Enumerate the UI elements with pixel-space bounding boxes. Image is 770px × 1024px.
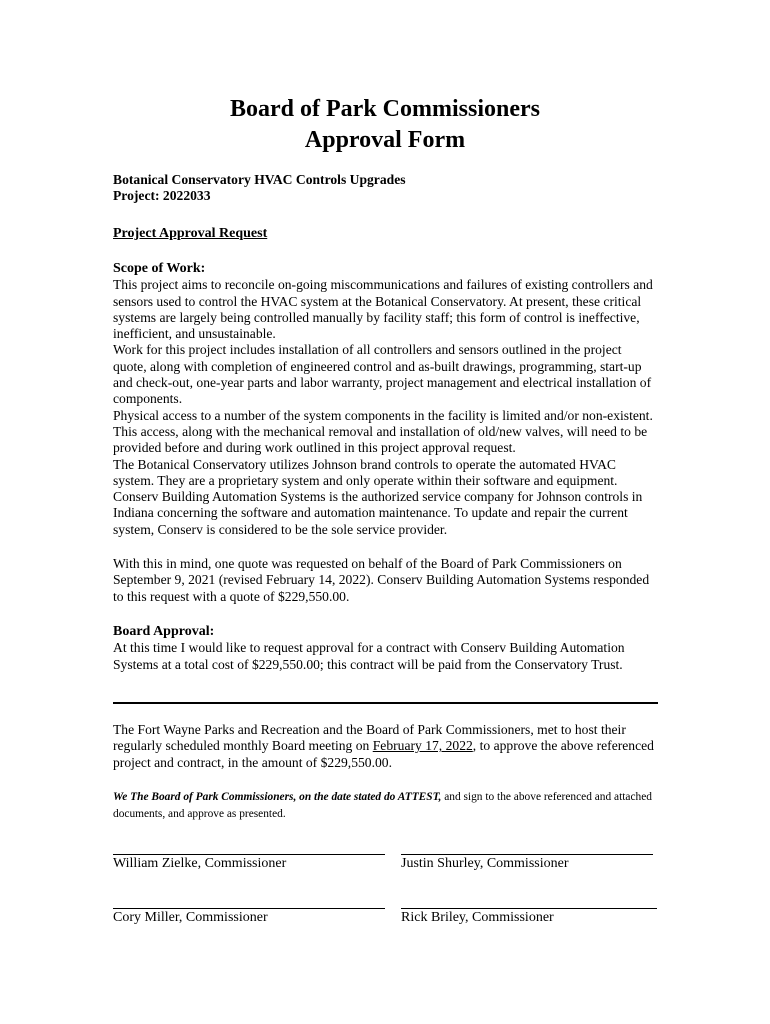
scope-paragraph-3: Physical access to a number of the system components in the facility is limited and/or non-existent. This access, along with the mechanical removal and installation of old/new valves, will need to be provided before and during work outlined in this project approval request. [113, 407, 653, 456]
attest-emphasis: We The Board of Park Commissioners, on the date stated do ATTEST, [113, 791, 442, 803]
board-approval-section [113, 624, 658, 673]
quote-paragraph: With this in mind, one quote was requested on behalf of the Board of Park Commissioners on September 9, 2021 (revised February 14, 2022). Conserv Building Automation Systems responded to this request with a quote of $229,550.00. [113, 556, 650, 604]
meeting-text-before: The Fort Wayne Parks and Recreation and the Board of Park Commissioners, met to host their regularly scheduled monthly Board meeting on [113, 722, 626, 754]
document-title-line1: Board of Park Commissioners [230, 96, 540, 122]
signature-name-1: William Zielke, Commissioner [113, 856, 287, 871]
meeting-paragraph [113, 722, 658, 771]
section-heading-project-approval-request: Project Approval Request [113, 226, 268, 241]
board-approval-heading: Board Approval: [113, 624, 215, 639]
project-name: Botanical Conservatory HVAC Controls Upgrades [113, 172, 406, 187]
scope-paragraph-4: The Botanical Conservatory utilizes Johnson brand controls to operate the automated HVAC system. They are a proprietary system and only operate within their software and equipment. Conserv Building Automation Systems is the authorized service company for Johnson controls in Indiana concerning the software and automation maintenance. To update and repair the current system, Conserv is considered to be the sole service provider. [113, 456, 643, 537]
meeting-date: February 17, 2022 [372, 738, 473, 754]
signature-name-4: Rick Briley, Commissioner [401, 910, 554, 925]
project-info [113, 172, 658, 205]
meeting-text-after: , to approve the above referenced project and contract, in the amount of $229,550.00. [113, 738, 654, 770]
scope-of-work-section [113, 261, 658, 538]
document-title-line2: Approval Form [304, 127, 466, 153]
signature-name-2: Justin Shurley, Commissioner [401, 856, 569, 871]
scope-heading: Scope of Work: [113, 261, 206, 276]
attest-statement [113, 789, 658, 822]
section-divider [113, 702, 658, 704]
board-approval-text: At this time I would like to request approval for a contract with Conserv Building Automation Systems at a total cost of $229,550.00; this contract will be paid from the Conservatory Trust. [113, 640, 625, 672]
attest-rest: and sign to the above referenced and attached documents, and approve as presented. [113, 791, 652, 820]
scope-paragraph-1: This project aims to reconcile on-going miscommunications and failures of existing controllers and sensors used to control the HVAC system at the Botanical Conservatory. At present, these critical systems are largely being controlled manually by facility staff; this form of control is ineffective, inefficient, and unsustainable. [113, 277, 653, 342]
signature-name-3: Cory Miller, Commissioner [113, 910, 268, 925]
project-number: Project: 2022033 [113, 188, 211, 204]
scope-paragraph-2: Work for this project includes installation of all controllers and sensors outlined in the project quote, along with completion of engineered control and as-built drawings, programming, start-up and check-out, one-year parts and labor warranty, project management and electrical installation of components. [113, 342, 652, 407]
